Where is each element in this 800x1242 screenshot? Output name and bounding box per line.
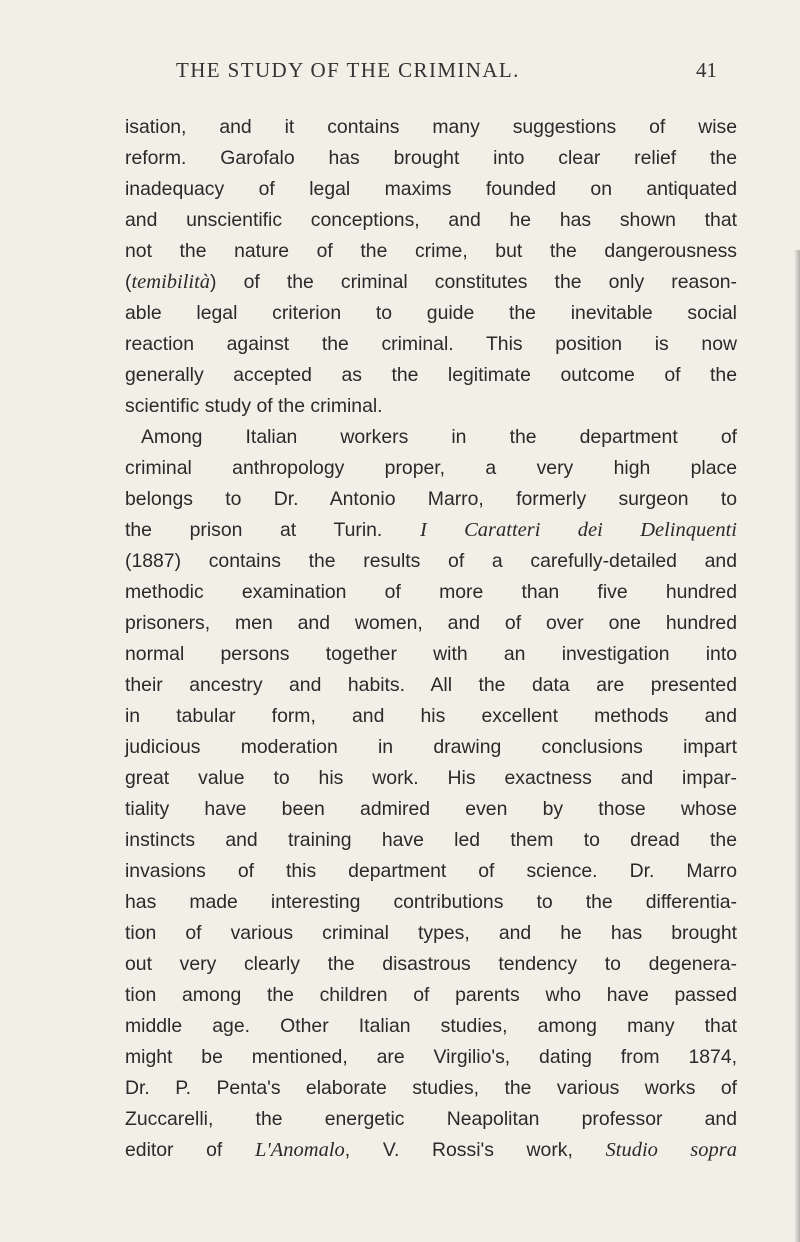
text-line [125, 794, 737, 825]
text-line [125, 1073, 737, 1104]
text-line [125, 763, 737, 794]
text-line [125, 577, 737, 608]
text-segment: out very clearly the disastrous tendency to degenera- [125, 953, 737, 975]
italic-text-segment: temibilità [131, 271, 211, 293]
text-segment: and unscientific conceptions, and he has shown that [125, 209, 737, 231]
text-segment: normal persons together with an investigation into [125, 643, 737, 665]
text-segment: belongs to Dr. Antonio Marro, formerly surgeon to [125, 488, 737, 510]
page-number: 41 [696, 58, 717, 82]
text-line [125, 546, 737, 577]
text-segment: Among Italian workers in the department of [141, 426, 737, 448]
text-segment: tion of various criminal types, and he has brought [125, 922, 737, 944]
text-segment: not the nature of the crime, but the dangerousness [125, 240, 737, 262]
text-segment: able legal criterion to guide the inevitable social [125, 302, 737, 324]
text-segment: tion among the children of parents who have passed [125, 984, 737, 1006]
text-segment: inadequacy of legal maxims founded on antiquated [125, 178, 737, 200]
text-segment: (1887) contains the results of a carefully-detailed and [125, 550, 737, 572]
text-line [125, 918, 737, 949]
text-line [125, 205, 737, 236]
text-segment: might be mentioned, are Virgilio's, dating from 1874, [125, 1046, 737, 1068]
text-segment: reaction against the criminal. This position is now [125, 333, 737, 355]
text-segment: invasions of this department of science. Dr. Marro [125, 860, 737, 882]
text-segment: their ancestry and habits. All the data are presented [125, 674, 737, 696]
text-segment: Dr. P. Penta's elaborate studies, the various works of [125, 1077, 737, 1099]
page-edge-shadow [794, 250, 800, 1242]
italic-text-segment: Studio sopra [605, 1139, 738, 1161]
text-line [125, 484, 737, 515]
text-segment: instincts and training have led them to dread the [125, 829, 737, 851]
text-line [125, 515, 737, 546]
text-line [125, 1011, 737, 1042]
text-segment: generally accepted as the legitimate outcome of the [125, 364, 737, 386]
text-segment: in tabular form, and his excellent methods and [125, 705, 737, 727]
text-segment: reform. Garofalo has brought into clear relief the [125, 147, 737, 169]
text-line [125, 391, 737, 422]
text-line [125, 887, 737, 918]
text-segment: scientific study of the criminal. [125, 395, 383, 417]
text-segment: ( [125, 271, 132, 293]
running-head [176, 58, 736, 92]
italic-text-segment: L'Anomalo [254, 1139, 345, 1161]
text-line [125, 174, 737, 205]
text-segment: the prison at Turin. [125, 519, 420, 541]
text-line [125, 453, 737, 484]
text-line [125, 825, 737, 856]
text-segment: judicious moderation in drawing conclusions impart [125, 736, 737, 758]
text-segment: ) of the criminal constitutes the only reason- [210, 271, 737, 293]
text-line [125, 422, 737, 453]
text-line [125, 329, 737, 360]
text-line [125, 236, 737, 267]
text-line [125, 143, 737, 174]
text-line [125, 980, 737, 1011]
text-line [125, 639, 737, 670]
italic-text-segment: I Caratteri dei Delinquenti [419, 519, 737, 541]
text-line [125, 670, 737, 701]
text-line [125, 298, 737, 329]
text-line [125, 1042, 737, 1073]
text-line [125, 856, 737, 887]
text-segment: prisoners, men and women, and of over one hundred [125, 612, 737, 634]
text-segment: tiality have been admired even by those whose [125, 798, 737, 820]
text-segment: editor of [125, 1139, 255, 1161]
text-segment: criminal anthropology proper, a very high place [125, 457, 737, 479]
text-segment: middle age. Other Italian studies, among many that [125, 1015, 737, 1037]
text-segment: methodic examination of more than five hundred [125, 581, 737, 603]
text-line [125, 1104, 737, 1135]
text-segment: Zuccarelli, the energetic Neapolitan professor and [125, 1108, 737, 1130]
text-line [125, 267, 737, 298]
text-segment: , V. Rossi's work, [344, 1139, 606, 1161]
running-head-title: THE STUDY OF THE CRIMINAL. [176, 58, 520, 82]
text-segment: great value to his work. His exactness and impar- [125, 767, 737, 789]
text-line [125, 112, 737, 143]
text-line [125, 732, 737, 763]
text-line [125, 360, 737, 391]
text-line [125, 949, 737, 980]
text-segment: has made interesting contributions to the differentia- [125, 891, 737, 913]
text-line [125, 1135, 737, 1166]
text-line [125, 701, 737, 732]
text-segment: isation, and it contains many suggestions of wise [125, 116, 737, 138]
body-text [125, 112, 737, 1166]
text-line [125, 608, 737, 639]
